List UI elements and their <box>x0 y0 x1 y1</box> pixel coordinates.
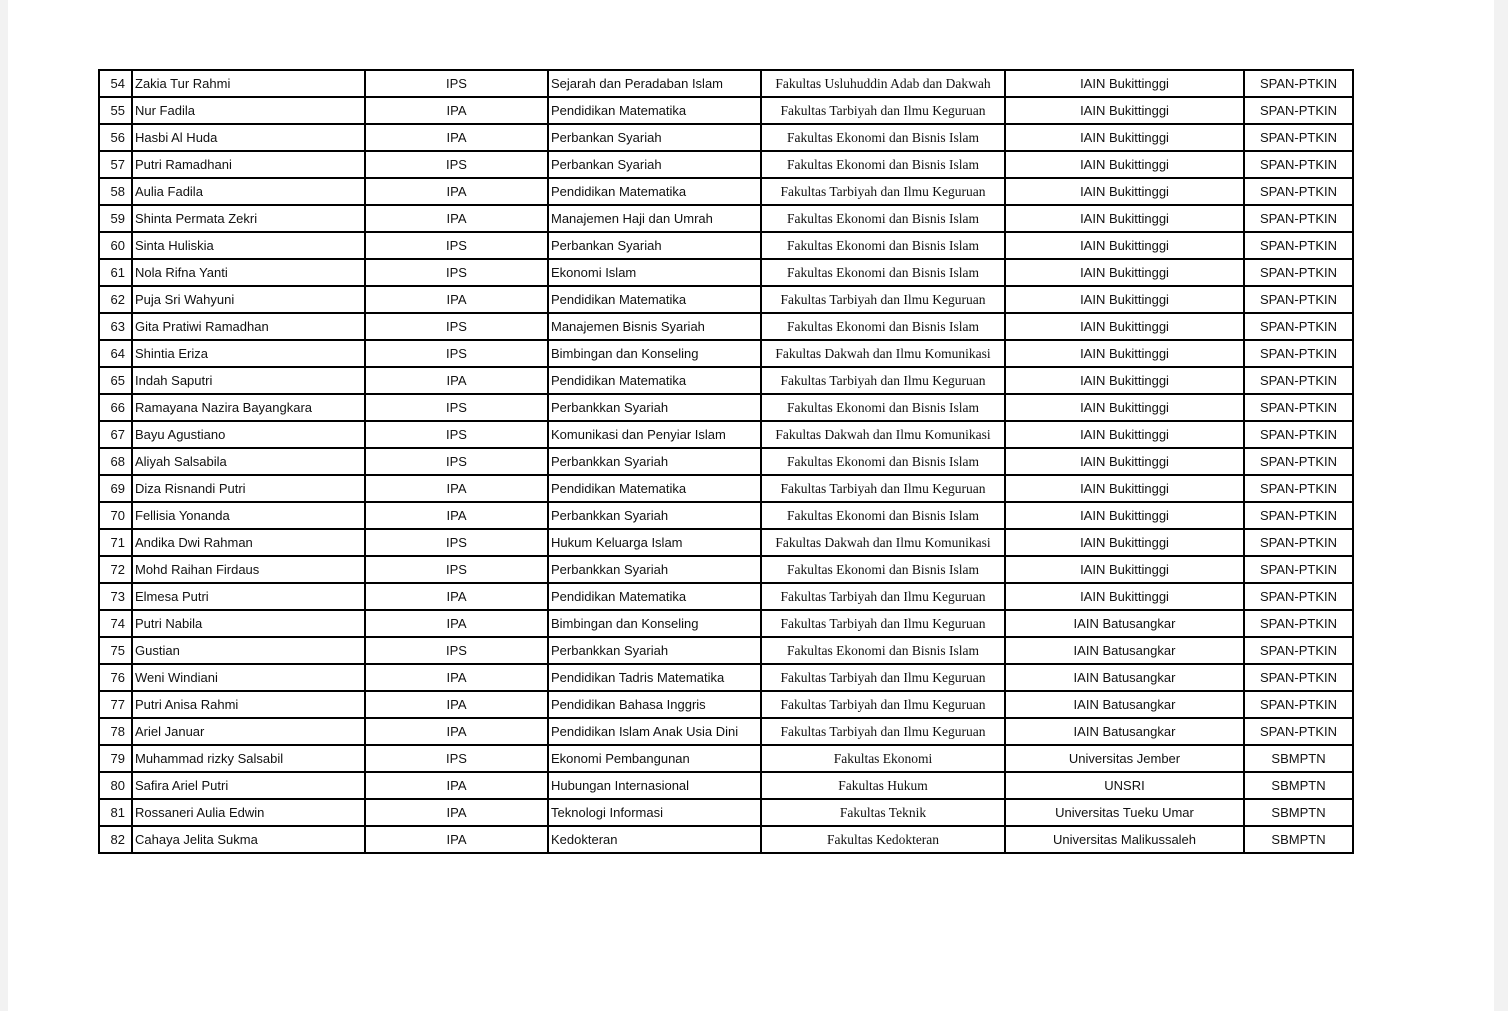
study-program-cell: Pendidikan Bahasa Inggris <box>548 691 761 718</box>
university-cell: IAIN Bukittinggi <box>1005 286 1244 313</box>
major-cell: IPS <box>365 259 548 286</box>
row-number-cell: 69 <box>99 475 132 502</box>
study-program-cell: Bimbingan dan Konseling <box>548 340 761 367</box>
major-cell: IPA <box>365 799 548 826</box>
faculty-cell: Fakultas Tarbiyah dan Ilmu Keguruan <box>761 178 1005 205</box>
university-cell: IAIN Bukittinggi <box>1005 124 1244 151</box>
faculty-cell: Fakultas Tarbiyah dan Ilmu Keguruan <box>761 610 1005 637</box>
university-cell: IAIN Batusangkar <box>1005 637 1244 664</box>
student-name-cell: Nur Fadila <box>132 97 365 124</box>
study-program-cell: Pendidikan Matematika <box>548 286 761 313</box>
major-cell: IPA <box>365 772 548 799</box>
student-name-cell: Fellisia Yonanda <box>132 502 365 529</box>
faculty-cell: Fakultas Usluhuddin Adab dan Dakwah <box>761 70 1005 97</box>
faculty-cell: Fakultas Ekonomi dan Bisnis Islam <box>761 151 1005 178</box>
table-row <box>99 232 1353 259</box>
student-name-cell: Shintia Eriza <box>132 340 365 367</box>
major-cell: IPA <box>365 664 548 691</box>
study-program-cell: Pendidikan Islam Anak Usia Dini <box>548 718 761 745</box>
study-program-cell: Pendidikan Matematika <box>548 583 761 610</box>
major-cell: IPA <box>365 367 548 394</box>
study-program-cell: Manajemen Haji dan Umrah <box>548 205 761 232</box>
major-cell: IPA <box>365 502 548 529</box>
student-name-cell: Sinta Huliskia <box>132 232 365 259</box>
table-row <box>99 70 1353 97</box>
table-row <box>99 556 1353 583</box>
study-program-cell: Pendidikan Matematika <box>548 475 761 502</box>
faculty-cell: Fakultas Tarbiyah dan Ilmu Keguruan <box>761 475 1005 502</box>
table-row <box>99 97 1353 124</box>
university-cell: IAIN Bukittinggi <box>1005 313 1244 340</box>
row-number-cell: 54 <box>99 70 132 97</box>
faculty-cell: Fakultas Tarbiyah dan Ilmu Keguruan <box>761 664 1005 691</box>
admission-path-cell: SPAN-PTKIN <box>1244 556 1353 583</box>
admission-path-cell: SPAN-PTKIN <box>1244 475 1353 502</box>
student-name-cell: Putri Nabila <box>132 610 365 637</box>
table-row <box>99 340 1353 367</box>
university-cell: IAIN Bukittinggi <box>1005 367 1244 394</box>
row-number-cell: 64 <box>99 340 132 367</box>
study-program-cell: Pendidikan Matematika <box>548 367 761 394</box>
admission-path-cell: SPAN-PTKIN <box>1244 610 1353 637</box>
row-number-cell: 68 <box>99 448 132 475</box>
university-cell: IAIN Bukittinggi <box>1005 529 1244 556</box>
student-name-cell: Muhammad rizky Salsabil <box>132 745 365 772</box>
row-number-cell: 76 <box>99 664 132 691</box>
university-cell: IAIN Bukittinggi <box>1005 97 1244 124</box>
table-row <box>99 394 1353 421</box>
faculty-cell: Fakultas Ekonomi dan Bisnis Islam <box>761 232 1005 259</box>
table-row <box>99 637 1353 664</box>
major-cell: IPS <box>365 340 548 367</box>
major-cell: IPA <box>365 583 548 610</box>
admission-path-cell: SPAN-PTKIN <box>1244 664 1353 691</box>
student-name-cell: Cahaya Jelita Sukma <box>132 826 365 853</box>
major-cell: IPS <box>365 151 548 178</box>
student-name-cell: Aulia Fadila <box>132 178 365 205</box>
major-cell: IPS <box>365 529 548 556</box>
table-row <box>99 772 1353 799</box>
document-page <box>8 0 1494 1011</box>
row-number-cell: 65 <box>99 367 132 394</box>
row-number-cell: 81 <box>99 799 132 826</box>
study-program-cell: Hubungan Internasional <box>548 772 761 799</box>
university-cell: IAIN Bukittinggi <box>1005 421 1244 448</box>
table-row <box>99 178 1353 205</box>
table-row <box>99 124 1353 151</box>
faculty-cell: Fakultas Ekonomi dan Bisnis Islam <box>761 556 1005 583</box>
table-row <box>99 448 1353 475</box>
admission-path-cell: SPAN-PTKIN <box>1244 205 1353 232</box>
table-row <box>99 583 1353 610</box>
row-number-cell: 66 <box>99 394 132 421</box>
admission-path-cell: SBMPTN <box>1244 745 1353 772</box>
faculty-cell: Fakultas Kedokteran <box>761 826 1005 853</box>
admission-path-cell: SPAN-PTKIN <box>1244 232 1353 259</box>
student-table <box>98 69 1354 854</box>
admission-path-cell: SPAN-PTKIN <box>1244 340 1353 367</box>
admission-path-cell: SPAN-PTKIN <box>1244 394 1353 421</box>
major-cell: IPS <box>365 421 548 448</box>
faculty-cell: Fakultas Ekonomi <box>761 745 1005 772</box>
university-cell: IAIN Bukittinggi <box>1005 340 1244 367</box>
faculty-cell: Fakultas Tarbiyah dan Ilmu Keguruan <box>761 718 1005 745</box>
faculty-cell: Fakultas Dakwah dan Ilmu Komunikasi <box>761 421 1005 448</box>
university-cell: IAIN Bukittinggi <box>1005 205 1244 232</box>
university-cell: IAIN Bukittinggi <box>1005 178 1244 205</box>
major-cell: IPA <box>365 286 548 313</box>
student-name-cell: Bayu Agustiano <box>132 421 365 448</box>
major-cell: IPA <box>365 205 548 232</box>
table-row <box>99 421 1353 448</box>
row-number-cell: 61 <box>99 259 132 286</box>
university-cell: Universitas Jember <box>1005 745 1244 772</box>
table-row <box>99 313 1353 340</box>
study-program-cell: Perbankan Syariah <box>548 124 761 151</box>
student-name-cell: Gita Pratiwi Ramadhan <box>132 313 365 340</box>
study-program-cell: Ekonomi Islam <box>548 259 761 286</box>
table-row <box>99 367 1353 394</box>
table-row <box>99 529 1353 556</box>
admission-path-cell: SPAN-PTKIN <box>1244 97 1353 124</box>
row-number-cell: 67 <box>99 421 132 448</box>
major-cell: IPS <box>365 394 548 421</box>
row-number-cell: 62 <box>99 286 132 313</box>
student-name-cell: Puja Sri Wahyuni <box>132 286 365 313</box>
table-row <box>99 286 1353 313</box>
study-program-cell: Kedokteran <box>548 826 761 853</box>
student-name-cell: Indah Saputri <box>132 367 365 394</box>
study-program-cell: Perbankkan Syariah <box>548 556 761 583</box>
university-cell: IAIN Batusangkar <box>1005 691 1244 718</box>
study-program-cell: Perbankkan Syariah <box>548 502 761 529</box>
major-cell: IPA <box>365 97 548 124</box>
major-cell: IPA <box>365 826 548 853</box>
table-row <box>99 826 1353 853</box>
row-number-cell: 70 <box>99 502 132 529</box>
faculty-cell: Fakultas Ekonomi dan Bisnis Islam <box>761 502 1005 529</box>
admission-path-cell: SPAN-PTKIN <box>1244 70 1353 97</box>
study-program-cell: Komunikasi dan Penyiar Islam <box>548 421 761 448</box>
row-number-cell: 55 <box>99 97 132 124</box>
admission-path-cell: SPAN-PTKIN <box>1244 691 1353 718</box>
admission-path-cell: SPAN-PTKIN <box>1244 583 1353 610</box>
student-name-cell: Gustian <box>132 637 365 664</box>
university-cell: IAIN Bukittinggi <box>1005 259 1244 286</box>
admission-path-cell: SBMPTN <box>1244 772 1353 799</box>
admission-path-cell: SPAN-PTKIN <box>1244 313 1353 340</box>
study-program-cell: Manajemen Bisnis Syariah <box>548 313 761 340</box>
faculty-cell: Fakultas Tarbiyah dan Ilmu Keguruan <box>761 583 1005 610</box>
row-number-cell: 72 <box>99 556 132 583</box>
study-program-cell: Ekonomi Pembangunan <box>548 745 761 772</box>
major-cell: IPS <box>365 637 548 664</box>
table-row <box>99 502 1353 529</box>
table-row <box>99 799 1353 826</box>
major-cell: IPA <box>365 178 548 205</box>
student-name-cell: Shinta Permata Zekri <box>132 205 365 232</box>
student-name-cell: Hasbi Al Huda <box>132 124 365 151</box>
university-cell: IAIN Bukittinggi <box>1005 475 1244 502</box>
student-name-cell: Nola Rifna Yanti <box>132 259 365 286</box>
row-number-cell: 78 <box>99 718 132 745</box>
row-number-cell: 79 <box>99 745 132 772</box>
faculty-cell: Fakultas Ekonomi dan Bisnis Islam <box>761 124 1005 151</box>
student-name-cell: Diza Risnandi Putri <box>132 475 365 502</box>
admission-path-cell: SBMPTN <box>1244 826 1353 853</box>
university-cell: UNSRI <box>1005 772 1244 799</box>
admission-path-cell: SBMPTN <box>1244 799 1353 826</box>
student-name-cell: Elmesa Putri <box>132 583 365 610</box>
faculty-cell: Fakultas Ekonomi dan Bisnis Islam <box>761 394 1005 421</box>
university-cell: IAIN Bukittinggi <box>1005 583 1244 610</box>
university-cell: IAIN Batusangkar <box>1005 718 1244 745</box>
table-row <box>99 610 1353 637</box>
university-cell: IAIN Bukittinggi <box>1005 232 1244 259</box>
student-name-cell: Andika Dwi Rahman <box>132 529 365 556</box>
table-row <box>99 745 1353 772</box>
row-number-cell: 74 <box>99 610 132 637</box>
university-cell: Universitas Malikussaleh <box>1005 826 1244 853</box>
faculty-cell: Fakultas Tarbiyah dan Ilmu Keguruan <box>761 367 1005 394</box>
row-number-cell: 59 <box>99 205 132 232</box>
row-number-cell: 58 <box>99 178 132 205</box>
faculty-cell: Fakultas Ekonomi dan Bisnis Islam <box>761 637 1005 664</box>
study-program-cell: Perbankkan Syariah <box>548 394 761 421</box>
major-cell: IPS <box>365 745 548 772</box>
university-cell: IAIN Bukittinggi <box>1005 556 1244 583</box>
admission-path-cell: SPAN-PTKIN <box>1244 637 1353 664</box>
study-program-cell: Perbankkan Syariah <box>548 448 761 475</box>
table-body <box>99 70 1353 853</box>
university-cell: IAIN Bukittinggi <box>1005 151 1244 178</box>
major-cell: IPS <box>365 232 548 259</box>
faculty-cell: Fakultas Tarbiyah dan Ilmu Keguruan <box>761 97 1005 124</box>
study-program-cell: Pendidikan Matematika <box>548 178 761 205</box>
major-cell: IPS <box>365 313 548 340</box>
row-number-cell: 57 <box>99 151 132 178</box>
admission-path-cell: SPAN-PTKIN <box>1244 367 1353 394</box>
student-name-cell: Rossaneri Aulia Edwin <box>132 799 365 826</box>
university-cell: IAIN Bukittinggi <box>1005 502 1244 529</box>
university-cell: IAIN Batusangkar <box>1005 664 1244 691</box>
major-cell: IPS <box>365 70 548 97</box>
row-number-cell: 73 <box>99 583 132 610</box>
faculty-cell: Fakultas Dakwah dan Ilmu Komunikasi <box>761 529 1005 556</box>
student-name-cell: Aliyah Salsabila <box>132 448 365 475</box>
table-row <box>99 151 1353 178</box>
row-number-cell: 63 <box>99 313 132 340</box>
row-number-cell: 80 <box>99 772 132 799</box>
admission-path-cell: SPAN-PTKIN <box>1244 259 1353 286</box>
major-cell: IPA <box>365 475 548 502</box>
study-program-cell: Perbankan Syariah <box>548 151 761 178</box>
major-cell: IPA <box>365 718 548 745</box>
admission-path-cell: SPAN-PTKIN <box>1244 124 1353 151</box>
table-row <box>99 475 1353 502</box>
university-cell: IAIN Bukittinggi <box>1005 448 1244 475</box>
student-name-cell: Ariel Januar <box>132 718 365 745</box>
faculty-cell: Fakultas Ekonomi dan Bisnis Islam <box>761 205 1005 232</box>
table-row <box>99 664 1353 691</box>
study-program-cell: Teknologi Informasi <box>548 799 761 826</box>
row-number-cell: 75 <box>99 637 132 664</box>
table-row <box>99 691 1353 718</box>
admission-path-cell: SPAN-PTKIN <box>1244 448 1353 475</box>
admission-path-cell: SPAN-PTKIN <box>1244 421 1353 448</box>
major-cell: IPA <box>365 691 548 718</box>
faculty-cell: Fakultas Tarbiyah dan Ilmu Keguruan <box>761 691 1005 718</box>
student-name-cell: Putri Anisa Rahmi <box>132 691 365 718</box>
university-cell: IAIN Bukittinggi <box>1005 394 1244 421</box>
faculty-cell: Fakultas Ekonomi dan Bisnis Islam <box>761 259 1005 286</box>
row-number-cell: 60 <box>99 232 132 259</box>
admission-path-cell: SPAN-PTKIN <box>1244 151 1353 178</box>
study-program-cell: Sejarah dan Peradaban Islam <box>548 70 761 97</box>
faculty-cell: Fakultas Teknik <box>761 799 1005 826</box>
student-name-cell: Safira Ariel Putri <box>132 772 365 799</box>
student-name-cell: Ramayana Nazira Bayangkara <box>132 394 365 421</box>
faculty-cell: Fakultas Ekonomi dan Bisnis Islam <box>761 448 1005 475</box>
study-program-cell: Perbankkan Syariah <box>548 637 761 664</box>
admission-path-cell: SPAN-PTKIN <box>1244 529 1353 556</box>
faculty-cell: Fakultas Dakwah dan Ilmu Komunikasi <box>761 340 1005 367</box>
faculty-cell: Fakultas Hukum <box>761 772 1005 799</box>
university-cell: IAIN Bukittinggi <box>1005 70 1244 97</box>
table-row <box>99 718 1353 745</box>
student-name-cell: Zakia Tur Rahmi <box>132 70 365 97</box>
student-name-cell: Weni Windiani <box>132 664 365 691</box>
admission-path-cell: SPAN-PTKIN <box>1244 502 1353 529</box>
university-cell: Universitas Tueku Umar <box>1005 799 1244 826</box>
major-cell: IPA <box>365 124 548 151</box>
major-cell: IPA <box>365 610 548 637</box>
student-name-cell: Mohd Raihan Firdaus <box>132 556 365 583</box>
row-number-cell: 56 <box>99 124 132 151</box>
admission-path-cell: SPAN-PTKIN <box>1244 286 1353 313</box>
student-name-cell: Putri Ramadhani <box>132 151 365 178</box>
major-cell: IPS <box>365 448 548 475</box>
study-program-cell: Pendidikan Matematika <box>548 97 761 124</box>
admission-path-cell: SPAN-PTKIN <box>1244 718 1353 745</box>
row-number-cell: 82 <box>99 826 132 853</box>
faculty-cell: Fakultas Tarbiyah dan Ilmu Keguruan <box>761 286 1005 313</box>
study-program-cell: Pendidikan Tadris Matematika <box>548 664 761 691</box>
faculty-cell: Fakultas Ekonomi dan Bisnis Islam <box>761 313 1005 340</box>
university-cell: IAIN Batusangkar <box>1005 610 1244 637</box>
admission-path-cell: SPAN-PTKIN <box>1244 178 1353 205</box>
row-number-cell: 71 <box>99 529 132 556</box>
study-program-cell: Hukum Keluarga Islam <box>548 529 761 556</box>
study-program-cell: Bimbingan dan Konseling <box>548 610 761 637</box>
study-program-cell: Perbankan Syariah <box>548 232 761 259</box>
table-row <box>99 205 1353 232</box>
row-number-cell: 77 <box>99 691 132 718</box>
major-cell: IPS <box>365 556 548 583</box>
table-row <box>99 259 1353 286</box>
